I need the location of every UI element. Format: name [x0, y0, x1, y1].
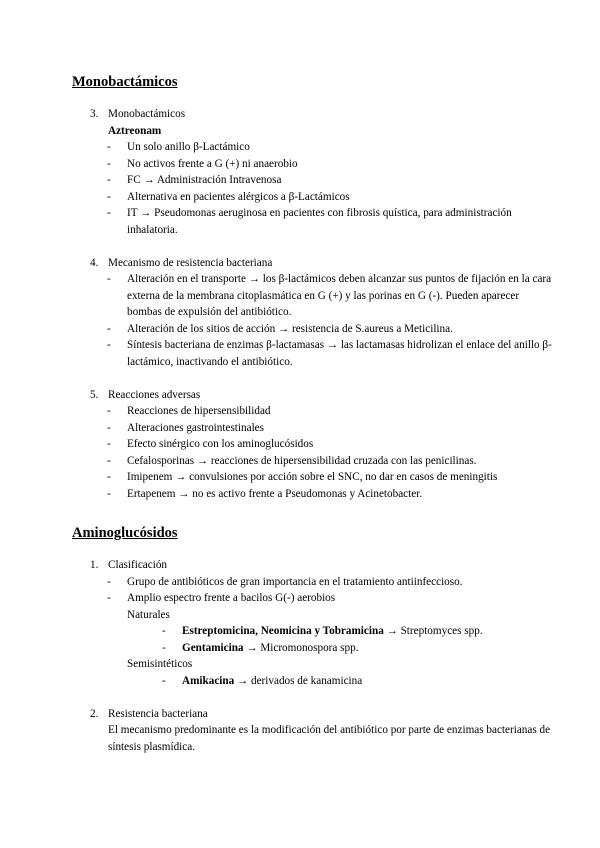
list-item-title: Mecanismo de resistencia bacteriana — [108, 256, 273, 269]
bullet: - Alteraciones gastrointestinales — [107, 421, 265, 434]
bullet: - Alteración de los sitios de acción → resistencia de S.aureus a Meticilina. — [107, 322, 453, 335]
list-item-5 — [72, 387, 552, 404]
list-item-4 — [72, 255, 552, 272]
bullet: - Alteración en el transporte → los β-lactámicos deben alcanzar sus puntos de fijación en la cara externa de la membrana citoplasmática en G (+) y las porinas en G (-). Pueden aparecer bombas de expulsión del antibiótico. — [107, 273, 552, 318]
section-title-monobactamicos: Monobactámicos — [72, 74, 178, 90]
list-number: 4. — [90, 256, 99, 269]
bullet: - Reacciones de hipersensibilidad — [107, 405, 271, 417]
list-item-3 — [72, 106, 552, 123]
bullet: - FC → Administración Intravenosa — [107, 174, 282, 186]
naturales-label: Naturales — [127, 608, 170, 621]
bullet: - IT → Pseudomonas aeruginosa en pacientes con fibrosis quística, para administración inhalatoria. — [107, 207, 512, 236]
list-item-title: Reacciones adversas — [108, 388, 201, 401]
bullet: - Efecto sinérgico con los aminoglucósidos — [107, 438, 314, 450]
list-number: 3. — [90, 108, 99, 120]
list-item-2 — [72, 706, 552, 723]
bullet: - Alternativa en pacientes alérgicos a β-Lactámicos — [107, 190, 350, 203]
bullet: - Imipenem → convulsiones por acción sobre el SNC, no dar en casos de meningitis — [107, 471, 498, 483]
bullet: - No activos frente a G (+) ni anaerobio — [107, 157, 298, 170]
bullet: - Amplio espectro frente a bacilos G(-) aerobios — [107, 592, 336, 604]
bullet: - Cefalosporinas → reacciones de hipersensibilidad cruzada con las penicilinas. — [107, 454, 477, 467]
aminoglucosidos-content — [72, 557, 552, 755]
list-item-title: Monobactámicos — [108, 108, 186, 120]
monobactamicos-content — [72, 106, 552, 502]
section-title-aminoglucosidos: Aminoglucósidos — [72, 525, 178, 541]
bullet: - Amikacina → derivados de kanamicina — [162, 674, 363, 687]
aztreonam-subtitle: Aztreonam — [108, 124, 162, 137]
list-number: 5. — [90, 388, 99, 401]
list-item-title: Resistencia bacteriana — [108, 707, 208, 720]
list-number: 2. — [90, 707, 99, 720]
semisinteticos-label: Semisintéticos — [127, 658, 193, 670]
bullet: - Gentamicina → Micromonospora spp. — [162, 641, 359, 654]
bullet: - Ertapenem → no es activo frente a Pseudomonas y Acinetobacter. — [107, 487, 423, 500]
list-number: 1. — [90, 559, 99, 571]
bullet: - Grupo de antibióticos de gran importancia en el tratamiento antiinfeccioso. — [107, 575, 463, 588]
bullet: - Síntesis bacteriana de enzimas β-lactamasas → las lactamasas hidrolizan el enlace del anillo β-lactámico, inactivando el antibiótico. — [107, 339, 552, 368]
paragraph: El mecanismo predominante es la modificación del antibiótico por parte de enzimas bacterianas de síntesis plasmídica. — [108, 724, 551, 753]
bullet: - Un solo anillo β-Lactámico — [107, 141, 250, 153]
list-item-1 — [72, 557, 552, 574]
list-item-title: Clasificación — [108, 559, 168, 571]
bullet: - Estreptomicina, Neomicina y Tobramicina → Streptomyces spp. — [162, 625, 483, 637]
